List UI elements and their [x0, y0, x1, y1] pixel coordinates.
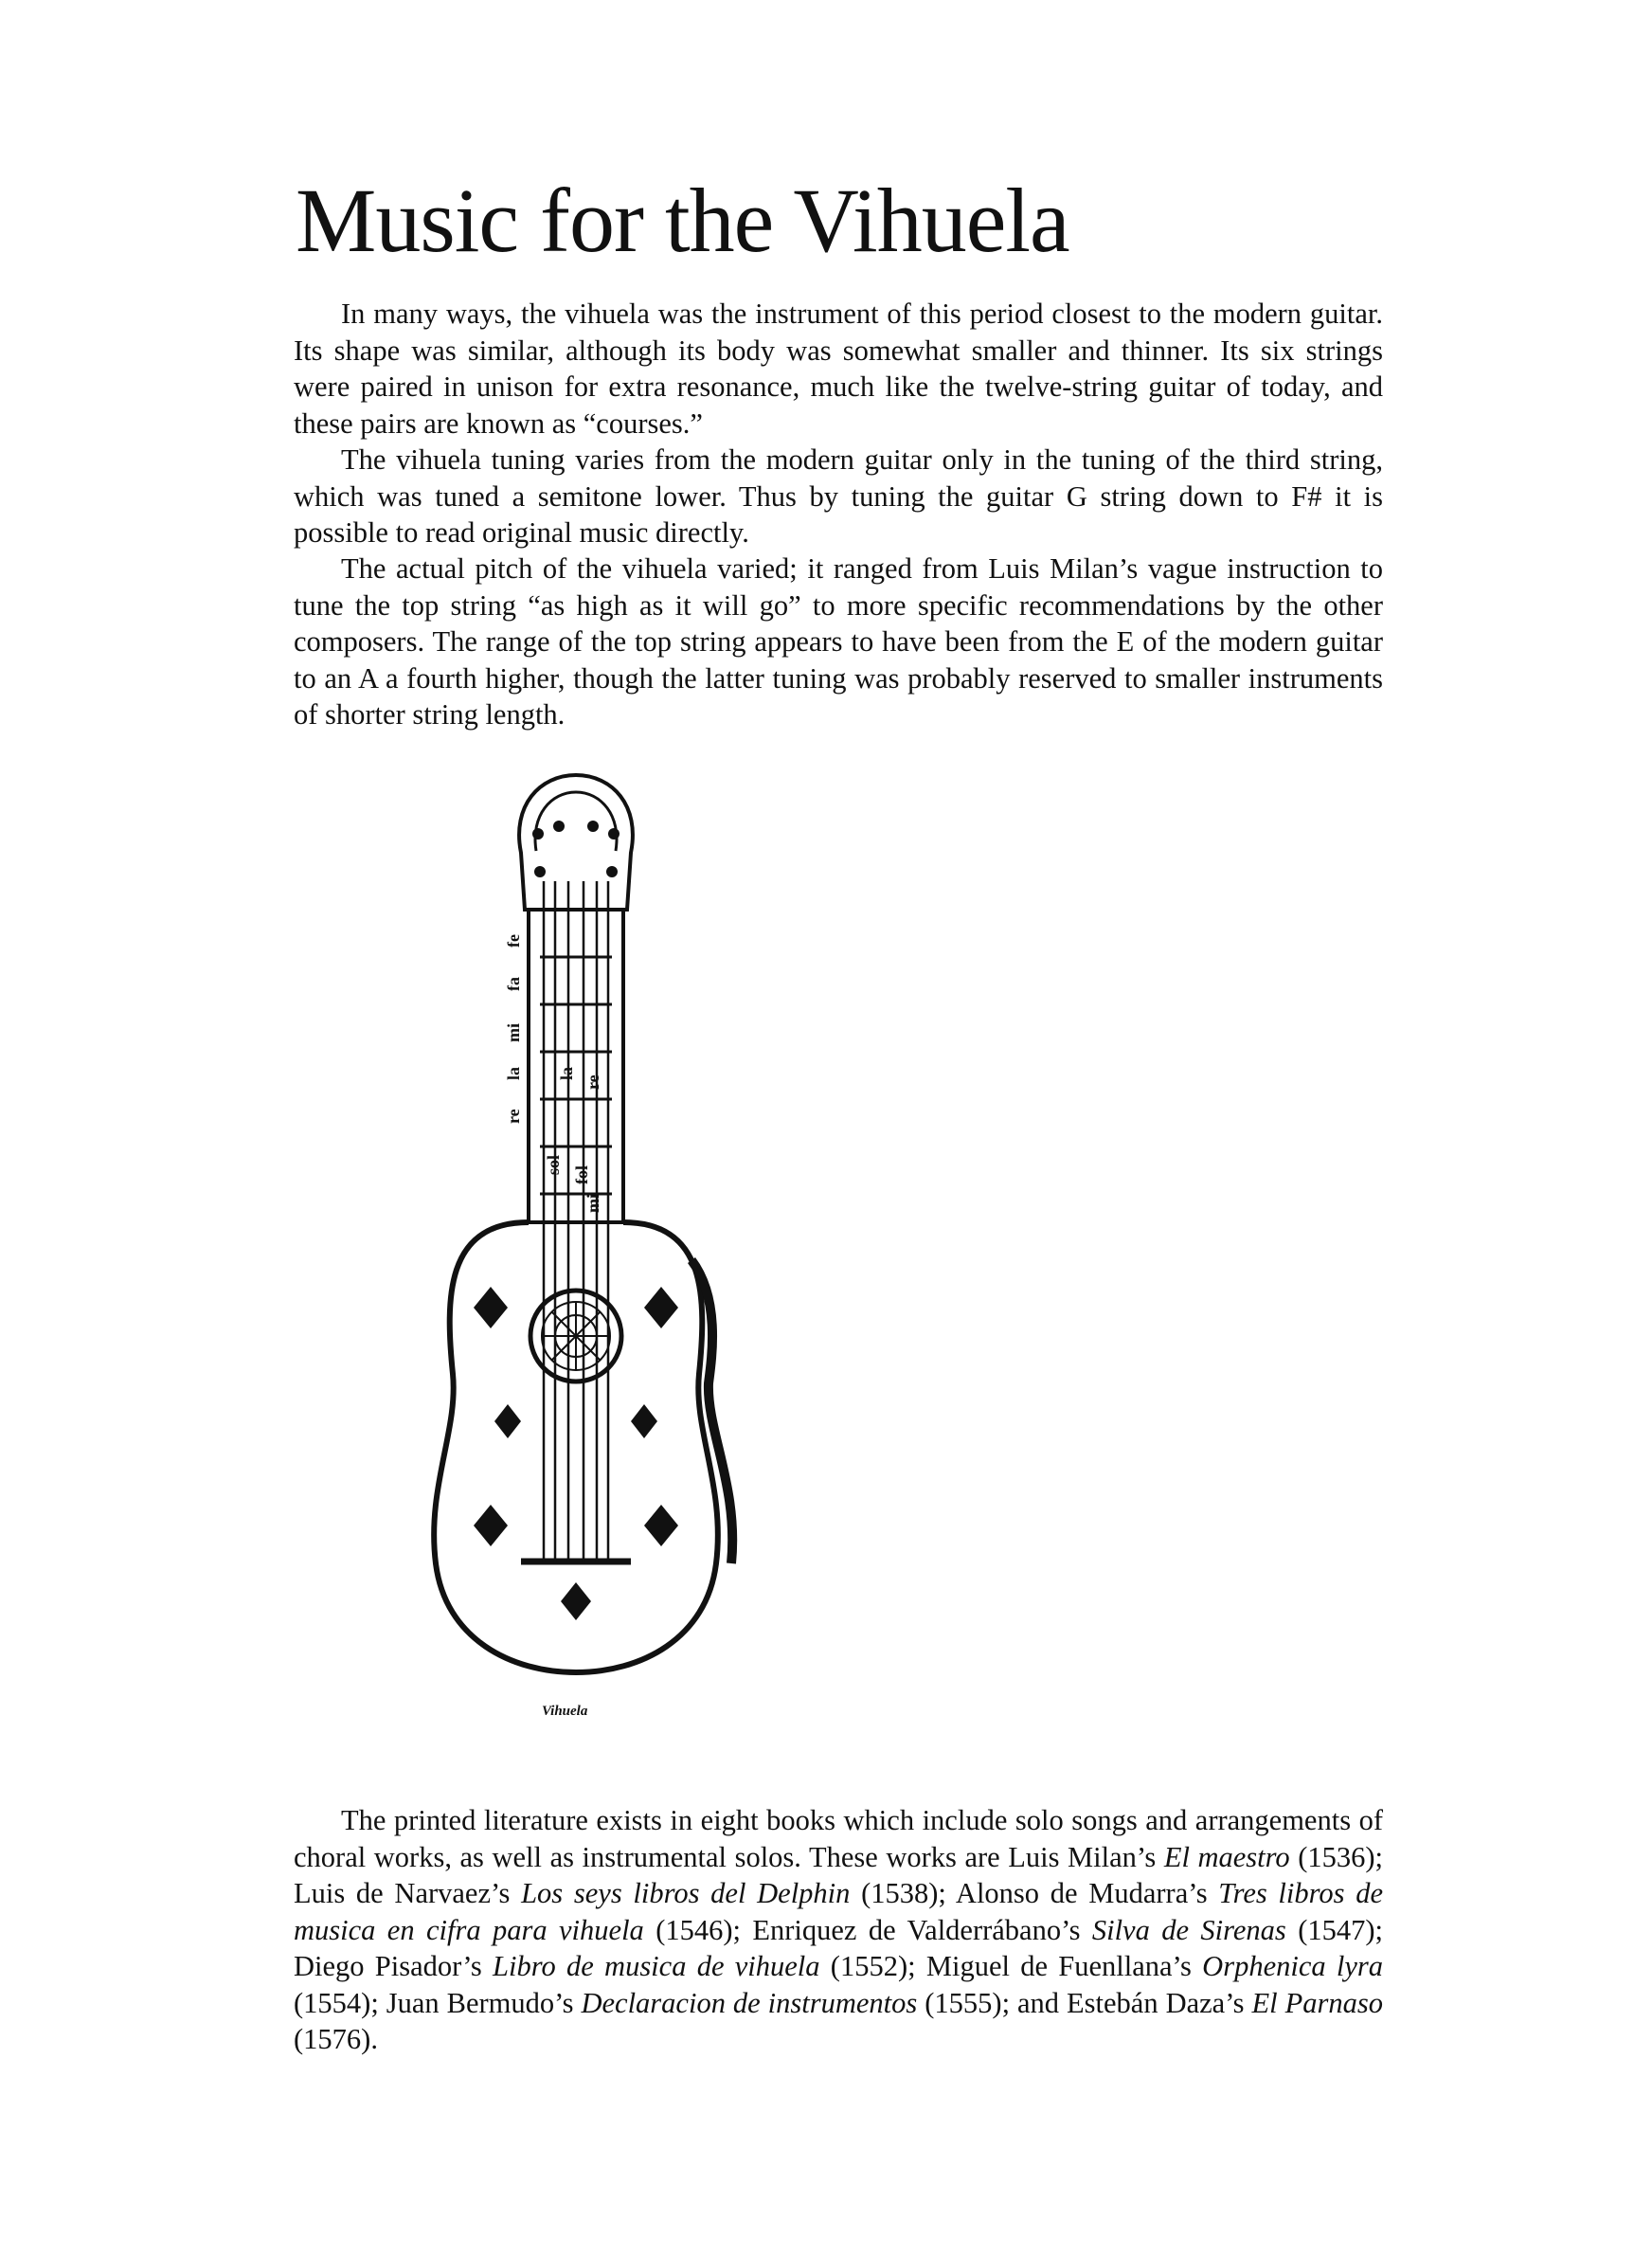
work-detail: (1554); Juan Bermudo’s	[294, 1986, 582, 2019]
fret-label: mi	[584, 1194, 602, 1213]
fret-label: sol	[544, 1154, 563, 1175]
fret-label: fol	[572, 1165, 591, 1184]
paragraph-pitch	[294, 551, 1383, 733]
fret-label: re	[584, 1074, 602, 1090]
vihuela-illustration	[407, 767, 748, 1677]
page-title: Music for the Vihuela	[296, 170, 1069, 271]
paragraph-literature	[294, 1802, 1383, 2058]
work-title: Orphenica lyra	[1202, 1950, 1384, 1982]
paragraph-intro-text: In many ways, the vihuela was the instrument of this period closest to the modern guitar. Its shape was similar, although its body was somewhat smaller and thinner. Its six strings were paired in unison for extra resonance, much like the twelve-string guitar of today, and these pairs are known as “courses.”	[294, 298, 1383, 440]
work-detail: (1555); and Estebán Daza’s	[917, 1986, 1252, 2019]
work-detail: (1547); Diego Pisador’s	[294, 1913, 1383, 1982]
work-title: Libro de musica de vihuela	[493, 1950, 820, 1982]
paragraph-tuning	[294, 442, 1383, 551]
literature-intro: The printed literature exists in eight books which include solo songs and arrangements of choral works, as well as instrumental solos. These works are Luis Milan’s	[294, 1804, 1383, 1873]
fret-label: fa	[504, 977, 523, 991]
paragraph-intro	[294, 296, 1383, 442]
work-detail: (1576).	[294, 2023, 378, 2055]
figure-caption: Vihuela	[542, 1704, 588, 1719]
work-title: Tres libros de musica en cifra para vihuela	[294, 1877, 1383, 1946]
work-title: El Parnaso	[1251, 1986, 1383, 2019]
fret-label: re	[504, 1109, 523, 1124]
fret-label: mi	[504, 1023, 523, 1042]
work-title: Silva de Sirenas	[1091, 1913, 1286, 1946]
work-detail: (1536); Luis de Narvaez’s	[294, 1840, 1383, 1909]
work-title: El maestro	[1163, 1840, 1290, 1873]
work-title: Los seys libros del Delphin	[521, 1877, 851, 1909]
work-detail: (1552); Miguel de Fuenllana’s	[819, 1950, 1203, 1982]
paragraph-tuning-text: The vihuela tuning varies from the modern guitar only in the tuning of the third string, which was tuned a semitone lower. Thus by tuning the guitar G string down to F# it is possible to read original music directly.	[294, 443, 1383, 549]
work-detail: (1546); Enriquez de Valderrábano’s	[643, 1913, 1092, 1946]
fret-label: fe	[504, 934, 523, 948]
fret-label: la	[557, 1066, 576, 1080]
work-detail: (1538); Alonso de Mudarra’s	[850, 1877, 1219, 1909]
work-title: Declaracion de instrumentos	[581, 1986, 918, 2019]
paragraph-pitch-text: The actual pitch of the vihuela varied; it ranged from Luis Milan’s vague instruction to tune the top string “as high as it will go” to more specific recommendations by the other composers. The range of the top string appears to have been from the E of the modern guitar to an A a fourth higher, though the latter tuning was probably reserved to smaller instruments of shorter string length.	[294, 552, 1383, 731]
fret-label: la	[504, 1066, 523, 1080]
